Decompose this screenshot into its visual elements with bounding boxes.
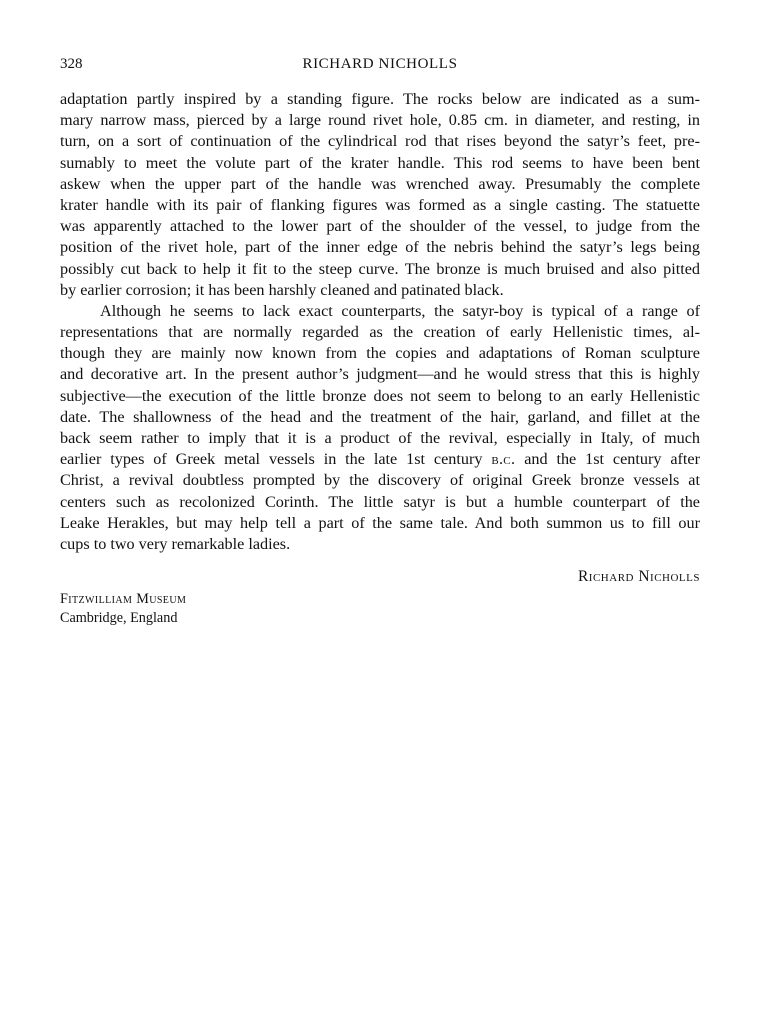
paragraph-1 [60, 89, 700, 301]
article-body [60, 89, 700, 555]
text-line: adaptation partly inspired by a standing figure. The rocks below are indicated as a sum- [60, 90, 700, 108]
text-line: representations that are normally regarded as the creation of early Hellenistic times, al- [60, 323, 700, 342]
text-line: Although he seems to lack exact counterparts, the satyr-boy is typical of a range of [100, 301, 700, 320]
text-line: mary narrow mass, pierced by a large round rivet hole, 0.85 cm. in diameter, and resting, in [60, 111, 700, 130]
text-line: by earlier corrosion; it has been harshly cleaned and patinated black. [60, 280, 504, 299]
text-line: was apparently attached to the lower part of the shoulder of the vessel, to judge from the [60, 217, 700, 236]
text-line: centers such as recolonized Corinth. The little satyr is but a humble counterpart of the [60, 492, 700, 511]
text-line: sumably to meet the volute part of the krater handle. This rod seems to have been bent [60, 153, 700, 172]
running-head [60, 54, 700, 74]
text-line: date. The shallowness of the head and the treatment of the hair, garland, and fillet at the [60, 407, 700, 426]
text-line: and decorative art. In the present author’s judgment—and he would stress that this is highly [60, 365, 700, 384]
text-line: Leake Herakles, but may help tell a part of the same tale. And both summon us to fill our [60, 513, 700, 532]
text-line: turn, on a sort of continuation of the cylindrical rod that rises beyond the satyr’s feet, pre- [60, 132, 700, 151]
text-line: Christ, a revival doubtless prompted by the discovery of original Greek bronze vessels at [60, 471, 700, 490]
running-title: RICHARD NICHOLLS [302, 56, 458, 72]
text-line: askew when the upper part of the handle was wrenched away. Presumably the complete [60, 174, 700, 193]
text-line: possibly cut back to help it fit to the steep curve. The bronze is much bruised and also pitted [60, 259, 700, 278]
bc-abbreviation: b.c. [491, 450, 516, 469]
text-line-with-small-caps [60, 449, 700, 470]
text-line: back seem rather to imply that it is a product of the revival, especially in Italy, of much [60, 429, 700, 447]
text-segment: and the 1st century after [515, 450, 700, 469]
author-signature: Richard Nicholls [577, 568, 700, 585]
text-line: position of the rivet hole, part of the inner edge of the nebris behind the satyr’s legs being [60, 238, 700, 257]
paragraph-2 [60, 301, 700, 555]
institution-name: Fitzwilliam Museum [60, 591, 187, 607]
text-line: cups to two very remarkable ladies. [60, 534, 291, 553]
institution-location: Cambridge, England [60, 610, 178, 626]
text-line: though they are mainly now known from the copies and adaptations of Roman sculpture [60, 344, 700, 363]
text-line: subjective—the execution of the little bronze does not seem to belong to an early Hellenistic [60, 386, 700, 405]
text-segment: earlier types of Greek metal vessels in the late 1st century [60, 450, 492, 469]
page-number: 328 [60, 56, 83, 72]
text-line: krater handle with its pair of flanking figures was formed as a single casting. The statuette [60, 195, 700, 214]
author-affiliation [60, 590, 186, 628]
